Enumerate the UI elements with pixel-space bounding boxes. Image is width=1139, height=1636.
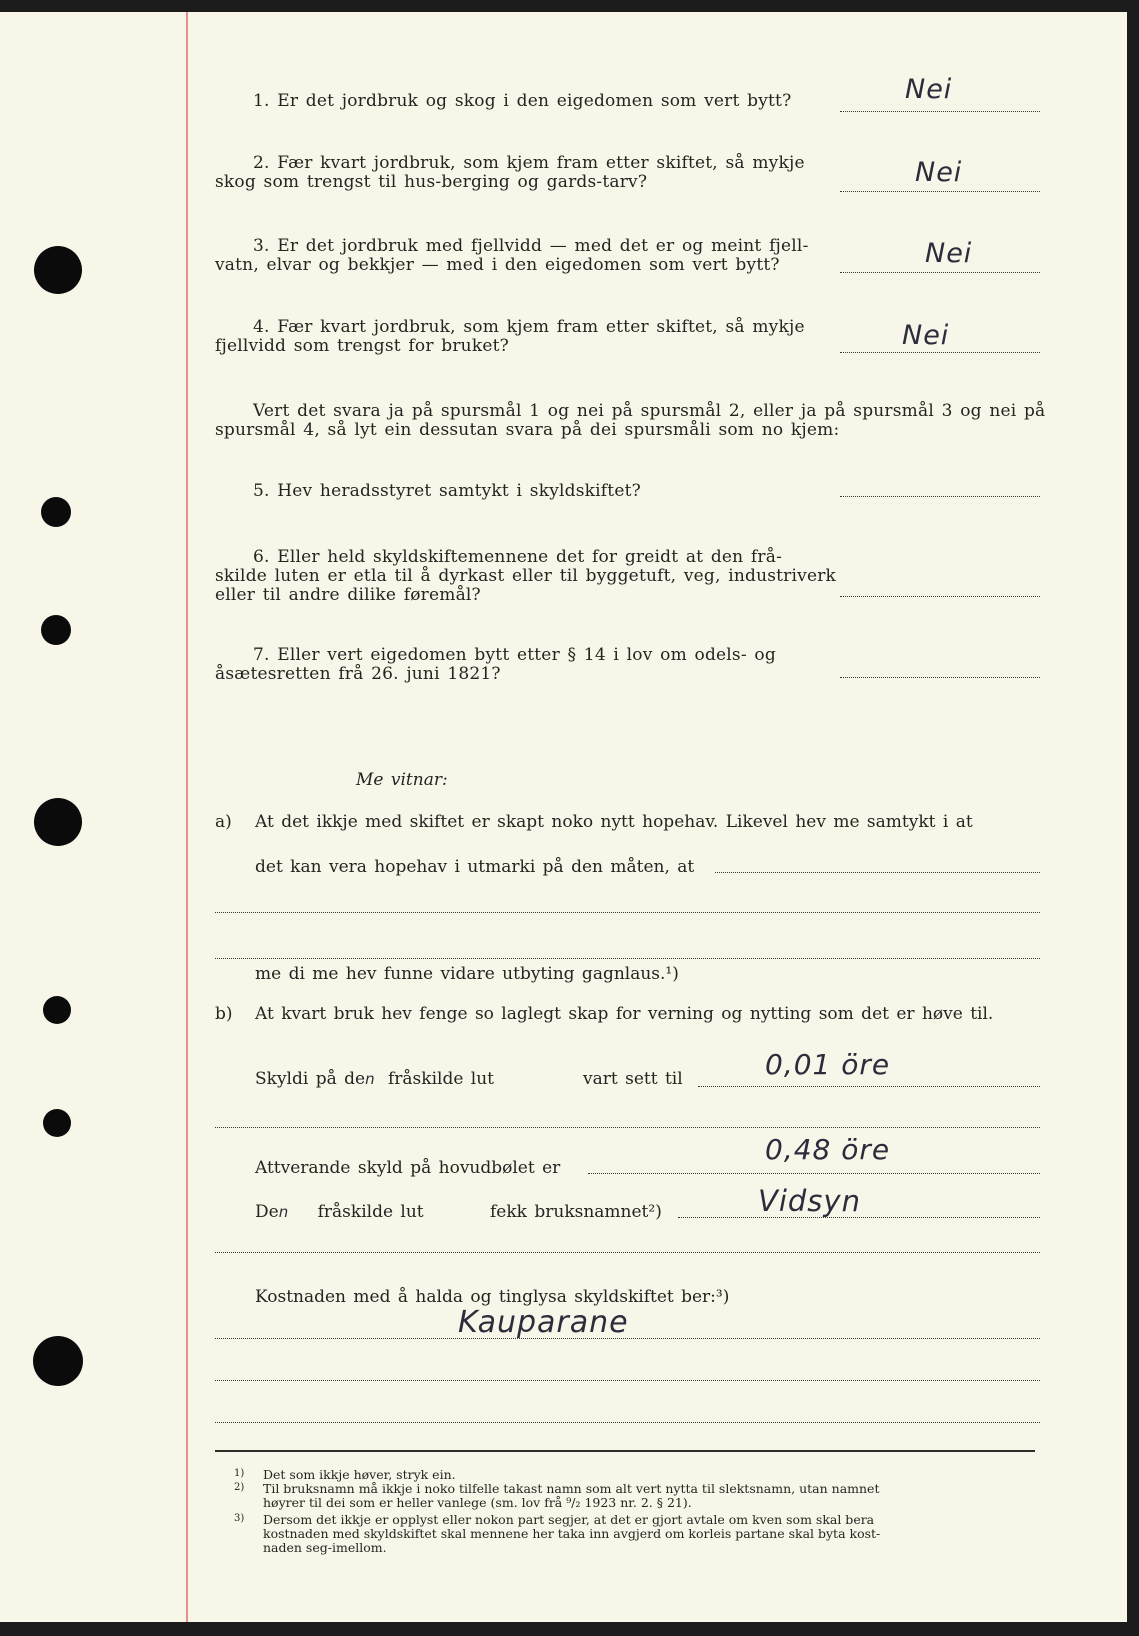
witness-heading: Me vitnar: xyxy=(356,770,448,790)
instruction-text: Vert det svara ja på spursmål 1 og nei på spursmål 2, eller ja på spursmål 3 og nei på spursmål 4, så lyt ein dessutan svara på dei spursmåli som no kjem: xyxy=(215,401,1046,440)
footnote-mark-1: 1) xyxy=(234,1468,245,1479)
skyldi-label-3: vart sett til xyxy=(583,1069,683,1089)
skyldi-label: Skyldi på den fråskilde lut xyxy=(255,1069,495,1089)
fill-line xyxy=(215,1422,1040,1423)
witness-a-line3: me di me hev funne vidare utbyting gagnlaus.¹) xyxy=(255,964,679,984)
footnote-mark-3: 3) xyxy=(234,1513,245,1524)
binder-hole xyxy=(33,1336,83,1386)
question-4: 4. Fær kvart jordbruk, som kjem fram etter skiftet, så mykje fjellvidd som trengst for bruket? xyxy=(215,317,805,356)
fill-line xyxy=(215,1127,1040,1128)
fill-line xyxy=(215,958,1040,959)
witness-a-line2: det kan vera hopehav i utmarki på den måten, at xyxy=(255,857,695,877)
hand-suffix: n xyxy=(278,1203,289,1221)
answer-3: Nei xyxy=(925,238,973,269)
answer-line-6 xyxy=(840,596,1040,597)
kostnad-value: Kaupаrane xyxy=(458,1305,629,1340)
footnote-3: Dersom det ikkje er opplyst eller nokon part segjer, at det er gjort avtale om kven som skal bera kostnaden med skyldskiftet skal mennene her taka inn avgjerd om korleis partane skal byta kost- naden seg-imellom. xyxy=(263,1512,881,1555)
attverande-value-line xyxy=(588,1173,1040,1174)
witness-a-line1: At det ikkje med skiftet er skapt noko nytt hopehav. Likevel hev me samtykt i at xyxy=(255,812,973,832)
attverande-value: 0,48 öre xyxy=(765,1133,891,1166)
binder-hole xyxy=(34,246,82,294)
fill-line xyxy=(215,912,1040,913)
question-1: 1. Er det jordbruk og skog i den eigedomen som vert bytt? xyxy=(253,91,792,111)
skyldi-value: 0,01 öre xyxy=(765,1048,891,1081)
answer-line-2 xyxy=(840,191,1040,192)
bruksnamn-label: Den fråskilde lut xyxy=(255,1202,424,1222)
question-7: 7. Eller vert eigedomen bytt etter § 14 i lov om odels- og åsætesretten frå 26. juni 1821? xyxy=(215,645,776,684)
answer-line-3 xyxy=(840,272,1040,273)
binder-hole xyxy=(41,497,71,527)
answer-2: Nei xyxy=(915,157,963,188)
form-page xyxy=(0,12,1127,1622)
answer-line-1 xyxy=(840,111,1040,112)
answer-line-7 xyxy=(840,677,1040,678)
question-6: 6. Eller held skyldskiftemennene det for greidt at den frå- skilde luten er etla til å dyrkast eller til byggetuft, veg, industriverk eller til andre dilike føremål? xyxy=(215,547,837,605)
witness-b-label: b) xyxy=(215,1004,233,1024)
bruksnamn-value: Vidsyn xyxy=(758,1184,861,1218)
margin-rule xyxy=(186,12,188,1622)
answer-4: Nei xyxy=(902,320,950,351)
question-2: 2. Fær kvart jordbruk, som kjem fram etter skiftet, så mykje skog som trengst til hus-berging og gards-tarv? xyxy=(215,153,805,192)
binder-hole xyxy=(34,798,82,846)
bruksnamn-label-3: fekk bruksnamnet²) xyxy=(490,1202,662,1222)
attverande-label: Attverande skyld på hovudbølet er xyxy=(255,1158,561,1178)
answer-1: Nei xyxy=(905,74,953,105)
fill-line xyxy=(715,872,1040,873)
footnote-rule xyxy=(215,1450,1035,1452)
footnote-1: Det som ikkje høver, stryk ein. xyxy=(263,1467,456,1482)
question-3: 3. Er det jordbruk med fjellvidd — med det er og meint fjell- vatn, elvar og bekkjer — med i den eigedomen som vert bytt? xyxy=(215,236,809,275)
footnote-mark-2: 2) xyxy=(234,1482,245,1493)
answer-line-4 xyxy=(840,352,1040,353)
witness-b-line1: At kvart bruk hev fenge so laglegt skap for verning og nytting som det er høve til. xyxy=(255,1004,994,1024)
binder-hole xyxy=(43,996,71,1024)
hand-suffix: n xyxy=(365,1070,375,1088)
footnote-2: Til bruksnamn må ikkje i noko tilfelle takast namn som alt vert nytta til slektsnamn, utan namnet høyrer til dei som er heller vanlege (sm. lov frå ⁹/₂ 1923 nr. 2. § 21). xyxy=(263,1481,880,1510)
binder-hole xyxy=(43,1109,71,1137)
kostnad-label: Kostnaden med å halda og tinglysa skyldskiftet ber:³) xyxy=(255,1287,730,1307)
skyldi-value-line xyxy=(698,1086,1040,1087)
fill-line xyxy=(215,1252,1040,1253)
witness-a-label: a) xyxy=(215,812,232,832)
fill-line xyxy=(215,1380,1040,1381)
binder-hole xyxy=(41,615,71,645)
question-5: 5. Hev heradsstyret samtykt i skyldskiftet? xyxy=(253,481,641,501)
answer-line-5 xyxy=(840,496,1040,497)
